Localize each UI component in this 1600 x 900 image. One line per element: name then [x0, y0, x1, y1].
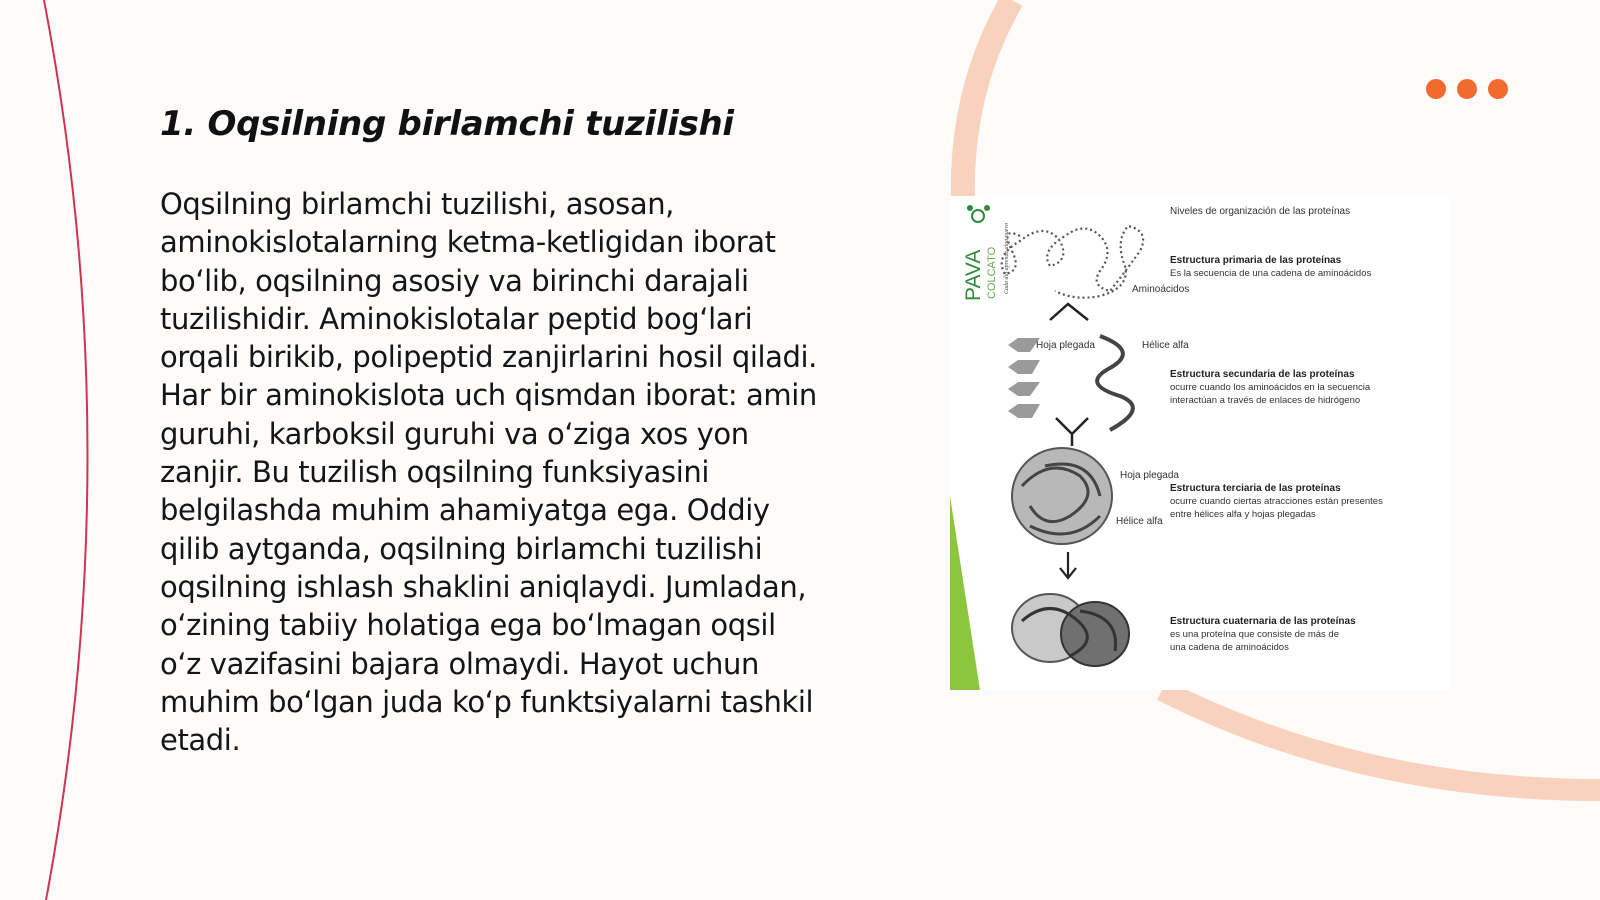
svg-text:Estructura primaria de las pro: Estructura primaria de las proteínas: [1170, 255, 1342, 266]
more-options-dots: [1426, 79, 1508, 99]
svg-text:una cadena de aminoácidos: una cadena de aminoácidos: [1170, 642, 1289, 653]
svg-text:Estructura terciaria de las pr: Estructura terciaria de las proteínas: [1170, 483, 1341, 494]
figure-header: Niveles de organización de las proteínas: [1170, 206, 1351, 217]
svg-text:Aminoácidos: Aminoácidos: [1132, 284, 1190, 295]
svg-text:entre hélices alfa y hojas ple: entre hélices alfa y hojas plegadas: [1170, 509, 1316, 520]
svg-text:Estructura cuaternaria de las: Estructura cuaternaria de las proteínas: [1170, 616, 1356, 627]
svg-text:es una proteína que consiste d: es una proteína que consiste de más de: [1170, 629, 1340, 640]
svg-text:COLCATO: COLCATO: [986, 246, 998, 299]
left-curve-line: [44, 0, 88, 900]
svg-text:ocurre cuando los aminoácidos: ocurre cuando los aminoácidos en la secuencia: [1170, 382, 1371, 393]
svg-text:Estructura secundaria de las p: Estructura secundaria de las proteínas: [1170, 369, 1355, 380]
slide-body-text: Oqsilning birlamchi tuzilishi, asosan, aminokislotalarning ketma-ketligidan iborat bo‘lib, oqsilning asosiy va birinchi darajali tuzilishidir. Aminokislotalar peptid bog‘lari orqali birikib, polipeptid zanjirlarini hosil qiladi. Har bir aminokislota uch qismdan iborat: amin guruhi, karboksil guruhi va o‘ziga xos yon zanjir. Bu tuzilish oqsilning funksiyasini belgilashda muhim ahamiyatga ega. Oddiy qilib aytganda, oqsilning birlamchi tuzilishi oqsilning ishlash shaklini aniqlaydi. Jumladan, o‘zining tabiiy holatiga ega bo‘lmagan oqsil o‘z vazifasini bajara olmaydi. Hayot uchun muhim bo‘lgan juda ko‘p funktsiyalarni tashkil etadi.: [160, 187, 818, 758]
tertiary-structure-blob: [1012, 448, 1112, 544]
svg-text:Hélice alfa: Hélice alfa: [1142, 340, 1189, 351]
dot-3: [1488, 79, 1508, 99]
svg-text:ocurre cuando ciertas atraccio: ocurre cuando ciertas atracciones están presentes: [1170, 496, 1383, 507]
svg-text:interactúan a través de enlace: interactúan a través de enlaces de hidrógeno: [1170, 395, 1361, 406]
arc-top: [963, 0, 1012, 200]
dot-1: [1426, 79, 1446, 99]
svg-text:Cada día aprende algo nuevo: Cada día aprende algo nuevo: [1004, 222, 1010, 294]
arc-bottom: [1162, 690, 1600, 790]
svg-text:Hélice alfa: Hélice alfa: [1116, 516, 1163, 527]
dot-2: [1457, 79, 1477, 99]
svg-text:Es la secuencia de una cadena: Es la secuencia de una cadena de aminoácidos: [1170, 268, 1372, 279]
svg-text:Hoja plegada: Hoja plegada: [1036, 340, 1095, 351]
protein-structure-figure: [950, 196, 1450, 690]
svg-text:PAVA: PAVA: [962, 249, 985, 301]
svg-text:Hoja plegada: Hoja plegada: [1120, 470, 1179, 481]
slide-title: 1. Oqsilning birlamchi tuzilishi: [160, 104, 734, 144]
quaternary-structure-blob: [1012, 594, 1129, 666]
